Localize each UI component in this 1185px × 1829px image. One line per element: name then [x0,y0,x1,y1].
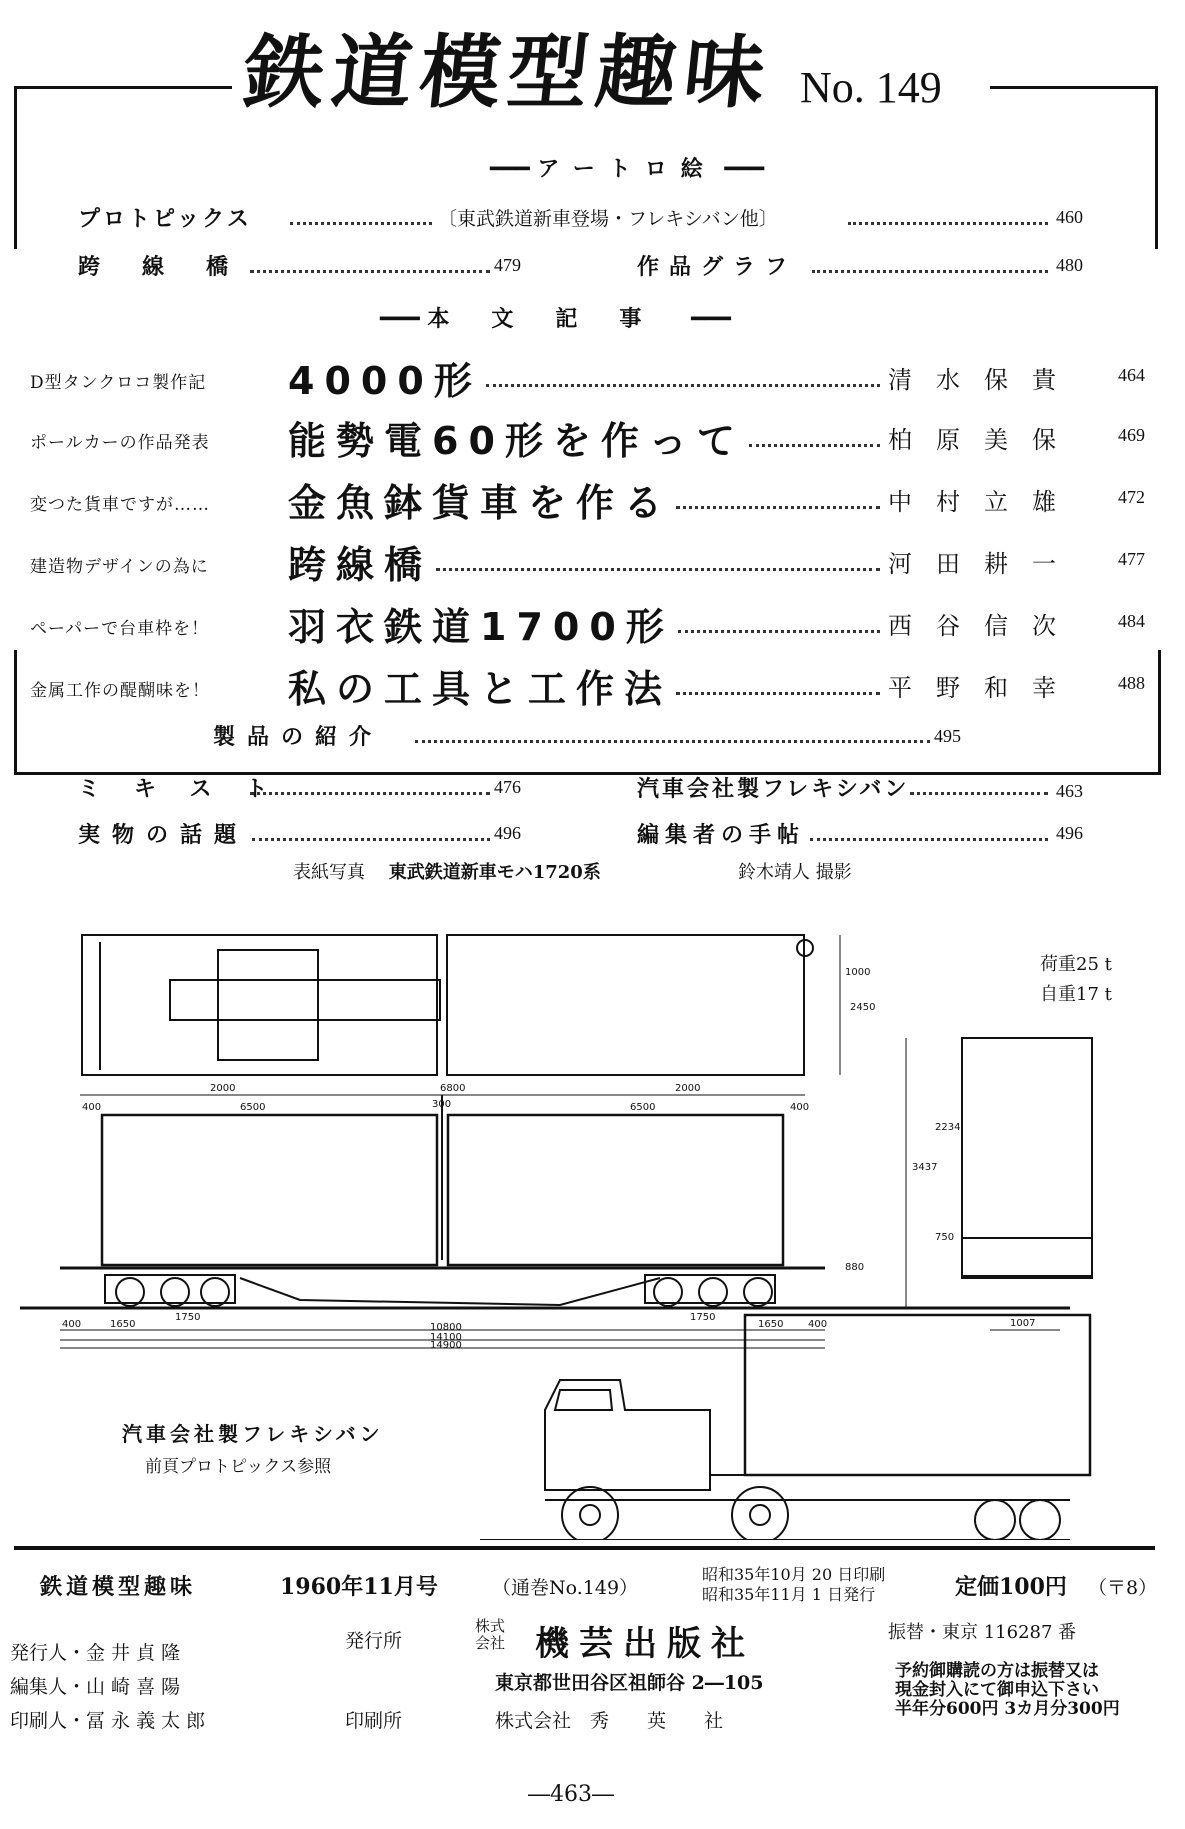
dot-leader [486,384,880,387]
bogie-right [645,1275,775,1306]
truck-van [745,1315,1090,1475]
dim-label: 300 [432,1099,452,1110]
dot-leader [910,792,1048,795]
products-page: 495 [934,726,961,746]
plan-view-left [82,935,437,1075]
dim-label: 2000 [210,1083,236,1094]
colophon-magazine: 鉄道模型趣味 [40,1574,197,1600]
article-page: 472 [1118,487,1145,507]
article-page: 477 [1118,549,1145,569]
dim-label: 1650 [758,1319,784,1330]
misc-item-title: 実物の話題 [78,823,249,848]
dim-label: 400 [790,1102,810,1113]
misc-item-page: 463 [1056,781,1083,801]
article-author: 中村立雄 [888,488,1080,516]
dim-label: 1007 [1010,1318,1036,1329]
truck-cab [545,1380,710,1490]
colophon-printed: 昭和35年10月 20 日印刷 [702,1565,886,1584]
plan-view-right [447,935,804,1075]
art-item-page: 479 [494,255,521,275]
subscribe-line: 現金封入にて御申込下さい [895,1680,1099,1700]
art-item-page: 480 [1056,255,1083,275]
dim-label: 3437 [912,1162,938,1173]
dot-leader [250,270,490,273]
dot-leader [848,222,1048,225]
colophon-price: 定価100円 [955,1574,1067,1600]
dim-label: 400 [62,1319,82,1330]
dim-label: 14900 [430,1340,462,1351]
misc-item-page: 496 [1056,823,1083,843]
misc-item-page: 476 [494,777,521,797]
dim-label: 1750 [175,1312,201,1323]
flexivan-drawing [0,920,1185,1540]
colophon-issue-date: 1960年11月号 [280,1574,438,1600]
article-title: 羽衣鉄道1700形 [288,605,674,649]
dim-label: 400 [82,1102,102,1113]
cover-credit [285,858,609,884]
tare-weight: 自重17 t [1040,984,1112,1005]
article-author: 平野和幸 [888,674,1080,702]
art-item-page: 460 [1056,207,1083,227]
art-section-heading: ━━━ アートロ絵 ━━━ [490,157,765,182]
colophon-published: 昭和35年11月 1 日発行 [702,1585,876,1604]
art-heading-text: アートロ絵 [537,157,717,182]
article-lead: D型タンクロコ製作記 [30,373,207,393]
dim-label: 400 [808,1319,828,1330]
article-lead: ペーパーで台車枠を！ [30,619,210,639]
misc-item-title: 汽車会社製フレキシバン [637,777,910,802]
art-item-title: 跨線橋 [78,255,271,280]
article-lead: ポールカーの作品発表 [30,433,210,453]
issue-number: No. 149 [800,63,942,112]
article-title: 跨線橋 [288,543,433,587]
colophon-rule [14,1546,1155,1550]
colophon-printshop-label: 印刷所 [345,1710,403,1732]
article-author: 柏原美保 [888,426,1080,454]
cover-subject: 東武鉄道新車モハ1720系 [388,862,601,883]
colophon-postage: （〒8） [1088,1577,1158,1599]
misc-item-page: 496 [494,823,521,843]
dim-label: 1750 [690,1312,716,1323]
end-view-body [962,1038,1092,1276]
dim-label: 1000 [845,967,871,978]
plan-crossbeam [218,950,318,1060]
article-lead: 金属工作の醍醐味を！ [30,681,210,701]
article-lead: 変つた貨車ですが…… [30,495,210,515]
article-title: 金魚鉢貨車を作る [288,481,673,525]
van-body-right [448,1115,783,1265]
dot-leader [810,838,1048,841]
article-page: 464 [1118,365,1145,385]
dim-label: 2234 [935,1122,961,1133]
plan-shaft [170,980,440,1020]
drawing-caption-sub: 前頁プロトピックス参照 [145,1457,332,1477]
misc-item-title: ミキスト [78,777,302,802]
article-page: 488 [1118,673,1145,693]
dim-label: 750 [935,1232,955,1243]
article-author: 河田耕一 [888,550,1080,578]
van-body-left [102,1115,437,1265]
dim-label: 6800 [440,1083,466,1094]
article-title: 能勢電60形を作って [288,419,745,463]
products-title: 製品の紹介 [213,725,384,750]
dim-label: 6500 [240,1102,266,1113]
dot-leader [676,506,880,509]
dot-leader [812,270,1048,273]
art-item-title: プロトピックス [78,207,252,232]
end-view-frame [962,1238,1092,1278]
dot-leader [678,630,880,633]
article-page: 484 [1118,611,1145,631]
dot-leader [252,838,490,841]
dim-label: 880 [845,1262,865,1273]
dim-label: 2450 [850,1002,876,1013]
article-author: 清水保貴 [888,366,1080,394]
subscribe-line: 半年分600円 3カ月分300円 [895,1699,1120,1719]
dim-label: 6500 [630,1102,656,1113]
art-item-title: 作品グラフ [637,255,798,280]
colophon-publisher-person: 発行人・金 井 貞 隆 [10,1642,181,1664]
dim-label: 2000 [675,1083,701,1094]
subscribe-line: 予約御購読の方は振替又は [895,1661,1099,1681]
main-heading-text: 本文記事 [427,307,684,332]
colophon-company-type: 株式 会社 [475,1617,506,1652]
magazine-title: 鉄道模型趣味 [239,26,778,119]
art-item-note: 〔東武鉄道新車登場・フレキシバン他〕 [438,208,778,230]
colophon-publisher-label: 発行所 [345,1630,403,1652]
load-capacity: 荷重25 t [1040,954,1112,975]
dim-label: 14100 [430,1332,462,1343]
colophon-address: 東京都世田谷区祖師谷 2―105 [495,1672,764,1694]
colophon-vol: （通巻No.149） [492,1577,639,1599]
dot-leader [415,740,930,743]
article-title: 4000形 [288,359,482,403]
colophon-editor: 編集人・山 崎 喜 陽 [10,1676,181,1698]
dim-label: 10800 [430,1322,462,1333]
article-author: 西谷信次 [888,612,1080,640]
colophon-account: 振替・東京 116287 番 [888,1622,1077,1643]
dot-leader [250,792,490,795]
dim-label: 1650 [110,1319,136,1330]
dot-leader [749,444,880,447]
colophon-printer-person: 印刷人・冨 永 義 太 郎 [10,1710,206,1732]
main-section-heading: ━━━ 本文記事 ━━━ [380,307,731,332]
colophon-subscribe [895,1662,1120,1719]
article-lead: 建造物デザインの為に [30,557,209,577]
bogie-left [105,1275,235,1306]
dot-leader [290,222,432,225]
cover-photographer: 鈴木靖人 撮影 [730,858,860,884]
dot-leader [676,692,880,695]
colophon-printshop: 株式会社 秀 英 社 [495,1710,724,1732]
dot-leader [436,568,880,571]
article-page: 469 [1118,425,1145,445]
drawing-caption-title: 汽車会社製フレキシバン [122,1422,384,1446]
cover-label: 表紙写真 [293,862,365,883]
misc-item-title: 編集者の手帖 [637,823,806,848]
article-title: 私の工具と工作法 [288,667,673,711]
colophon-company: 機芸出版社 [535,1624,755,1664]
page-number: ―463― [528,1782,614,1807]
